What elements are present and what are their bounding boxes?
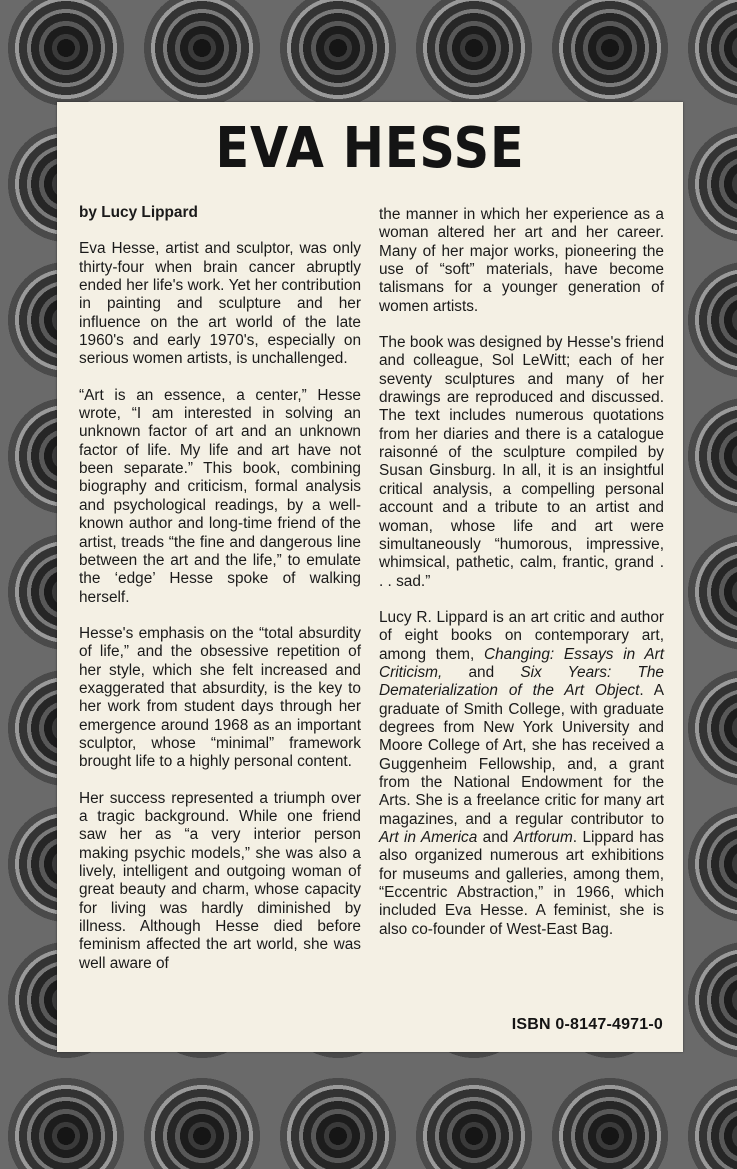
bio-text: Lucy R. Lippard is an art critic and author of eight books on contemporary art, among them, <box>379 608 664 663</box>
intro-paragraph: Eva Hesse, artist and sculptor, was only thirty-four when brain cancer abruptly ended her life's work. Yet her contribution in painting and sculpture and her influence on the art world of the late 1960's and early 1970's, especially on serious women artists, is unchallenged. <box>79 240 361 368</box>
book-title-six-years: Six Years: The Dematerialization of the Art Object <box>379 663 664 700</box>
continuation-paragraph: the manner in which her experience as a woman altered her art and her career. Many of her major works, pioneering the use of “soft” materials, have become talismans for a younger generation of women artists. <box>379 206 664 315</box>
magazine-title-art-in-america: Art in America <box>379 829 478 846</box>
book-title: EVA HESSE <box>215 116 525 181</box>
design-paragraph: The book was designed by Hesse's friend and colleague, Sol LeWitt; each of her seventy sculptures and many of her drawings are reproduced and discussed. The text includes numerous quotations from her diaries and there is a catalogue raisonné of the sculpture compiled by Susan Ginsburg. In all, it is an insightful critical analysis, a compelling personal account and a tribute to an artist and woman, whose life and art were simultaneously “humorous, impressive, whimsical, pathetic, calm, frantic, grand . . . sad.” <box>379 334 664 590</box>
bio-text: . Lippard has also organized numerous art exhibitions for museums and galleries, among them, “Eccentric Abstraction,” in 1966, which included Eva Hesse. A feminist, she is also co-founder of West-East Bag. <box>379 829 664 938</box>
book-title-changing: Changing: Essays in Art Criticism, <box>379 645 664 681</box>
bio-text: and <box>477 829 514 846</box>
isbn-number: ISBN 0-8147-4971-0 <box>511 1016 663 1033</box>
left-text-column <box>79 204 361 973</box>
back-cover-text-panel <box>57 102 683 1052</box>
author-bio-paragraph <box>379 609 664 939</box>
bio-text: . A graduate of Smith College, with graduate degrees from New York University and Moore College of Art, she has received a Guggenheim Fellowship, and, a grant from the National Endowment for the Arts. She is a freelance critic for many art magazines, and a regular contributor to <box>379 682 664 828</box>
quote-paragraph: “Art is an essence, a center,” Hesse wrote, “I am interested in solving an unknown factor of art and an unknown factor of life. My life and art have not been separate.” This book, combining biography and criticism, formal analysis and psychological readings, by a well-known author and long-time friend of the artist, treads “the fine and dangerous line between the art and the life,” to emulate the ‘edge’ Hesse spoke of walking herself. <box>79 386 361 606</box>
bio-text: and <box>442 663 521 681</box>
author-byline: by Lucy Lippard <box>79 204 198 221</box>
magazine-title-artforum: Artforum <box>513 829 573 846</box>
right-text-column <box>379 206 664 939</box>
success-paragraph: Her success represented a triumph over a tragic background. While one friend saw her as “a very interior person making psychic models,” she was also a lively, intelligent and outgoing woman of great beauty and charm, whose capacity for living was hardly diminished by illness. Although Hesse died before feminism affected the art world, she was well aware of <box>79 789 361 972</box>
absurdity-paragraph: Hesse's emphasis on the “total absurdity of life,” and the obsessive repetition of her style, which she felt increased and exaggerated that absurdity, is the key to her work from student days through her emergence around 1968 as an important sculptor, whose “minimal” framework brought life to a highly personal content. <box>79 624 361 771</box>
